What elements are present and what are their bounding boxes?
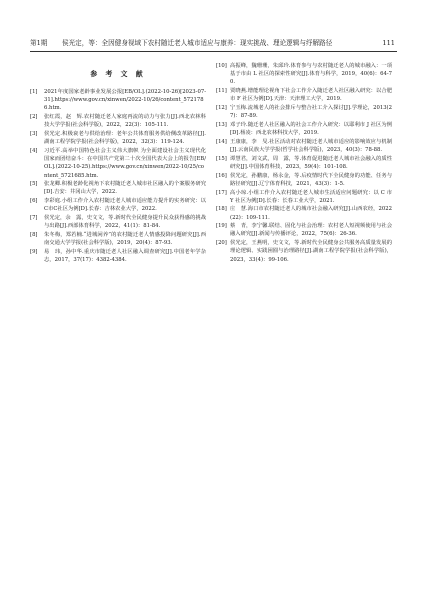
reference-number: [13] <box>216 121 227 128</box>
reference-text: 高小琼.小组工作介入农村随迁老人城市生活适应问题研究：以 C 市 Y 社区为例[D].长春：长春工业大学，2021. <box>230 189 392 204</box>
reference-text: 2021年度国家老龄事业发展公报[EB/OL].(2022-10-26)[2023-07-31].https://www.gov.cn/xinwen/2022-10/26/content_5721786.htm. <box>44 89 206 112</box>
reference-number: [9] <box>30 248 38 255</box>
reference-text: 侯光定，孙鹏康，杨永金，等.后疫情时代下全民健身的功能、任务与路径研究[J].辽宁体育科技，2021，43(3)：1-5. <box>230 172 392 187</box>
reference-entry <box>216 239 392 263</box>
page-number: 111 <box>382 39 395 47</box>
reference-text: 张红霞，赵 辉.农村随迁老人家庭再流的动力与张力[J].西北农林科技大学学报(社会科学版)，2022，22(3)：105-111. <box>44 114 206 129</box>
reference-entry <box>30 197 206 213</box>
reference-text: 李彩庭.小组工作介入农村随迁老人城市适应能力提升的实务研究：以C市C社区为例[D].长春：吉林农业大学，2022. <box>44 198 206 213</box>
reference-entry <box>216 62 392 86</box>
reference-text: 贾晓燕.增能理论视角下社会工作介入随迁老人社区融入研究：以合肥市 F 社区为例[D].天津：天津理工大学，2019. <box>230 88 392 103</box>
reference-text: 蔡 青，李宁馨.联结、固化与社会治理：农村老人短视频使用与社会融入研究[J].新闻与传播评论，2022，75(6)：26-36. <box>230 223 392 238</box>
header-divider <box>30 51 397 52</box>
reference-entry <box>30 248 206 264</box>
reference-text: 朱冬梅，郑若楠.“进城闲养”的农村随迁老人情感投降问题研究[J].西南交通大学学报(社会科学版)，2019，20(4)：87-93. <box>44 231 206 247</box>
running-header <box>30 37 397 49</box>
reference-text: 习近平.高举中国特色社会主义伟大旗帜 为全面建设社会主义现代化国家而团结奋斗：在中国共产党第二十次全国代表大会上的报告[EB/OL].(2022-10-25).https://www.gov.cn/xinwen/2022-10/25/content_5721685.htm. <box>44 148 206 179</box>
article-running-title: 侯光定，等：全因健身视域下农村随迁老人城市适应与康养：现实挑战、理论逻辑与纾解路径 <box>62 39 333 47</box>
reference-entry <box>216 155 392 171</box>
reference-number: [3] <box>30 131 38 138</box>
right-column <box>216 62 392 264</box>
reference-number: [4] <box>30 148 38 155</box>
reference-text: 侯光定.积极衰老与供给治理：老年公共体育服务供给侧改革路径[J].湖南工程学院学报(社会科学版)，2022，32(3)：119-124. <box>44 131 206 146</box>
reference-entry <box>30 231 206 247</box>
reference-number: [17] <box>216 189 227 196</box>
reference-text: 侯光定，余 露，史文文，等.新时代全民健身提升民众获得感的挑战与出路[J].西部体育科学，2022，41(1)：81-84. <box>44 215 206 230</box>
reference-entry <box>216 189 392 205</box>
reference-entry <box>216 222 392 238</box>
reference-entry <box>30 130 206 146</box>
reference-number: [1] <box>30 89 38 96</box>
reference-number: [11] <box>216 88 227 95</box>
reference-number: [20] <box>216 240 227 247</box>
reference-list-left <box>30 88 206 264</box>
reference-entry <box>30 147 206 180</box>
reference-number: [18] <box>216 206 227 213</box>
reference-number: [7] <box>30 215 38 222</box>
reference-text: 侯光定，王燕明，史文文，等.新时代全民健身公共服务高质量发展的理论逻辑、实践困囿与治理路径[J].湖南工程学院学报(社会科学版)，2023，33(4)：99-106. <box>230 240 392 263</box>
reference-text: 谭慧君，刘文武，周 露，等.体育促进随迁老人城市社会融入的质性研究[J].中国体育科技，2023，59(4)：101-108. <box>230 155 392 170</box>
left-column <box>30 62 206 265</box>
reference-entry <box>216 104 392 120</box>
reference-list-right <box>216 62 392 264</box>
reference-number: [19] <box>216 223 227 230</box>
reference-text: 庄 慧.海口市农村随迁老人的城市社会融入研究[J].山西农经，2022(22)：109-111. <box>230 206 392 221</box>
reference-number: [10] <box>216 63 227 69</box>
reference-number: [15] <box>216 155 227 162</box>
reference-number: [6] <box>30 198 38 205</box>
reference-text: 邓子玲.随迁老人社区融入的社会工作介入研究：以耶利市 J 社区为例[D].杨凌：西北农林科技大学，2019. <box>230 121 392 137</box>
reference-text: 易 玮，孙中华.重庆市随迁老人社区融入调查研究[J].中国老年学杂志，2017，37(17)：4382-4384. <box>44 248 206 264</box>
reference-entry <box>30 113 206 129</box>
reference-number: [2] <box>30 114 38 121</box>
reference-entry <box>216 87 392 103</box>
reference-number: [12] <box>216 104 227 111</box>
reference-number: [16] <box>216 172 227 179</box>
reference-text: 王康康，李 旻.社区活动对农村随迁老人城市适应的影响效应与机制[J].云南民族大学学报(哲学社会科学版)，2023，40(3)：78-88. <box>230 138 392 153</box>
reference-text: 张龙卿.积极老龄化视角下农村随迁老人城市社区融入的个案服务研究[D].吉安：井冈山大学，2022. <box>44 181 206 196</box>
issue-label: 第1期 <box>30 39 48 47</box>
reference-entry <box>216 205 392 221</box>
reference-entry <box>30 88 206 112</box>
reference-number: [14] <box>216 138 227 145</box>
reference-entry <box>216 138 392 154</box>
reference-number: [8] <box>30 231 38 238</box>
reference-entry <box>216 121 392 137</box>
reference-entry <box>30 180 206 196</box>
reference-text: 高振峰，魏珊珊，朱邱玲.体育参与与农村随迁老人的城市融入：一项基于市由 L 社区的探索性研究[J].体育与科学，2019，40(6)：64-70. <box>230 63 392 86</box>
references-heading: 参 考 文 献 <box>90 70 146 78</box>
reference-entry <box>216 172 392 188</box>
reference-number: [5] <box>30 181 38 188</box>
reference-entry <box>30 214 206 230</box>
reference-text: 宁玉梅.流城老人的社会排斥与整合社工介入探讨[J].学理论，2013(27)：87-89. <box>230 104 392 120</box>
